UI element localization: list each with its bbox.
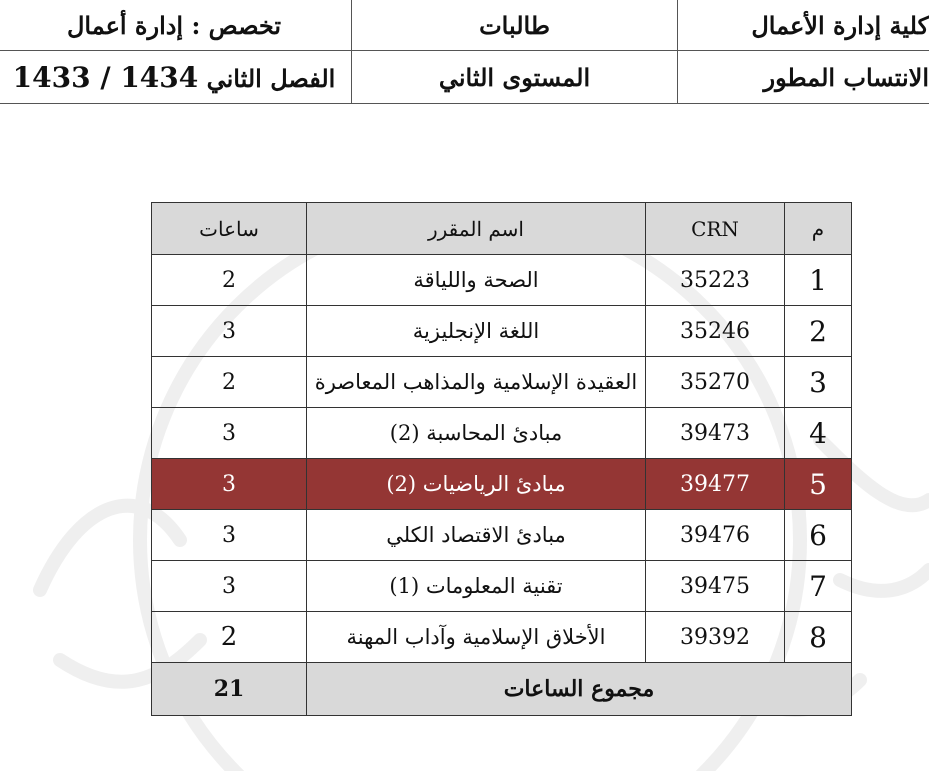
table-row bbox=[152, 561, 852, 612]
row-num: 4 bbox=[785, 408, 852, 459]
table-header-row bbox=[152, 203, 852, 255]
header-table bbox=[0, 0, 929, 104]
program-label: الانتساب المطور bbox=[678, 51, 929, 104]
table-row bbox=[152, 408, 852, 459]
academic-year bbox=[13, 61, 199, 94]
table-row bbox=[152, 255, 852, 306]
header-row-1 bbox=[0, 0, 929, 51]
semester-cell bbox=[0, 51, 352, 104]
row-hours: 2 bbox=[152, 612, 307, 663]
row-num: 5 bbox=[785, 459, 852, 510]
row-course-name: الصحة واللياقة bbox=[307, 255, 646, 306]
total-label: مجموع الساعات bbox=[307, 663, 852, 716]
row-hours: 3 bbox=[152, 561, 307, 612]
courses-table bbox=[151, 202, 852, 716]
col-header-name: اسم المقرر bbox=[307, 203, 646, 255]
col-header-crn: CRN bbox=[646, 203, 785, 255]
table-row-highlighted bbox=[152, 459, 852, 510]
row-hours: 2 bbox=[152, 357, 307, 408]
category-label: طالبات bbox=[352, 0, 678, 51]
header-row-2 bbox=[0, 51, 929, 104]
row-course-name: مبادئ المحاسبة (2) bbox=[307, 408, 646, 459]
row-crn: 35246 bbox=[646, 306, 785, 357]
total-hours: 21 bbox=[152, 663, 307, 716]
level-label: المستوى الثاني bbox=[352, 51, 678, 104]
college-name: كلية إدارة الأعمال bbox=[678, 0, 929, 51]
table-row bbox=[152, 357, 852, 408]
row-course-name: مبادئ الاقتصاد الكلي bbox=[307, 510, 646, 561]
row-crn: 39476 bbox=[646, 510, 785, 561]
row-crn: 39473 bbox=[646, 408, 785, 459]
specialization-label: تخصص : إدارة أعمال bbox=[0, 0, 352, 51]
table-row bbox=[152, 306, 852, 357]
row-num: 8 bbox=[785, 612, 852, 663]
col-header-num: م bbox=[785, 203, 852, 255]
row-num: 7 bbox=[785, 561, 852, 612]
academic-year-value: 1433 / 1434 bbox=[12, 60, 199, 94]
row-crn: 39392 bbox=[646, 612, 785, 663]
row-course-name: اللغة الإنجليزية bbox=[307, 306, 646, 357]
row-hours: 3 bbox=[152, 459, 307, 510]
table-row bbox=[152, 510, 852, 561]
row-course-name: العقيدة الإسلامية والمذاهب المعاصرة bbox=[307, 357, 646, 408]
row-crn: 39475 bbox=[646, 561, 785, 612]
row-course-name: مبادئ الرياضيات (2) bbox=[307, 459, 646, 510]
row-num: 2 bbox=[785, 306, 852, 357]
row-num: 3 bbox=[785, 357, 852, 408]
total-row bbox=[152, 663, 852, 716]
row-hours: 3 bbox=[152, 408, 307, 459]
col-header-hours: ساعات bbox=[152, 203, 307, 255]
row-course-name: الأخلاق الإسلامية وآداب المهنة bbox=[307, 612, 646, 663]
row-hours: 2 bbox=[152, 255, 307, 306]
row-hours: 3 bbox=[152, 306, 307, 357]
row-crn: 35223 bbox=[646, 255, 785, 306]
row-crn: 39477 bbox=[646, 459, 785, 510]
row-course-name: تقنية المعلومات (1) bbox=[307, 561, 646, 612]
row-hours: 3 bbox=[152, 510, 307, 561]
row-num: 1 bbox=[785, 255, 852, 306]
semester-label: الفصل الثاني bbox=[206, 63, 336, 93]
row-num: 6 bbox=[785, 510, 852, 561]
row-crn: 35270 bbox=[646, 357, 785, 408]
table-row bbox=[152, 612, 852, 663]
